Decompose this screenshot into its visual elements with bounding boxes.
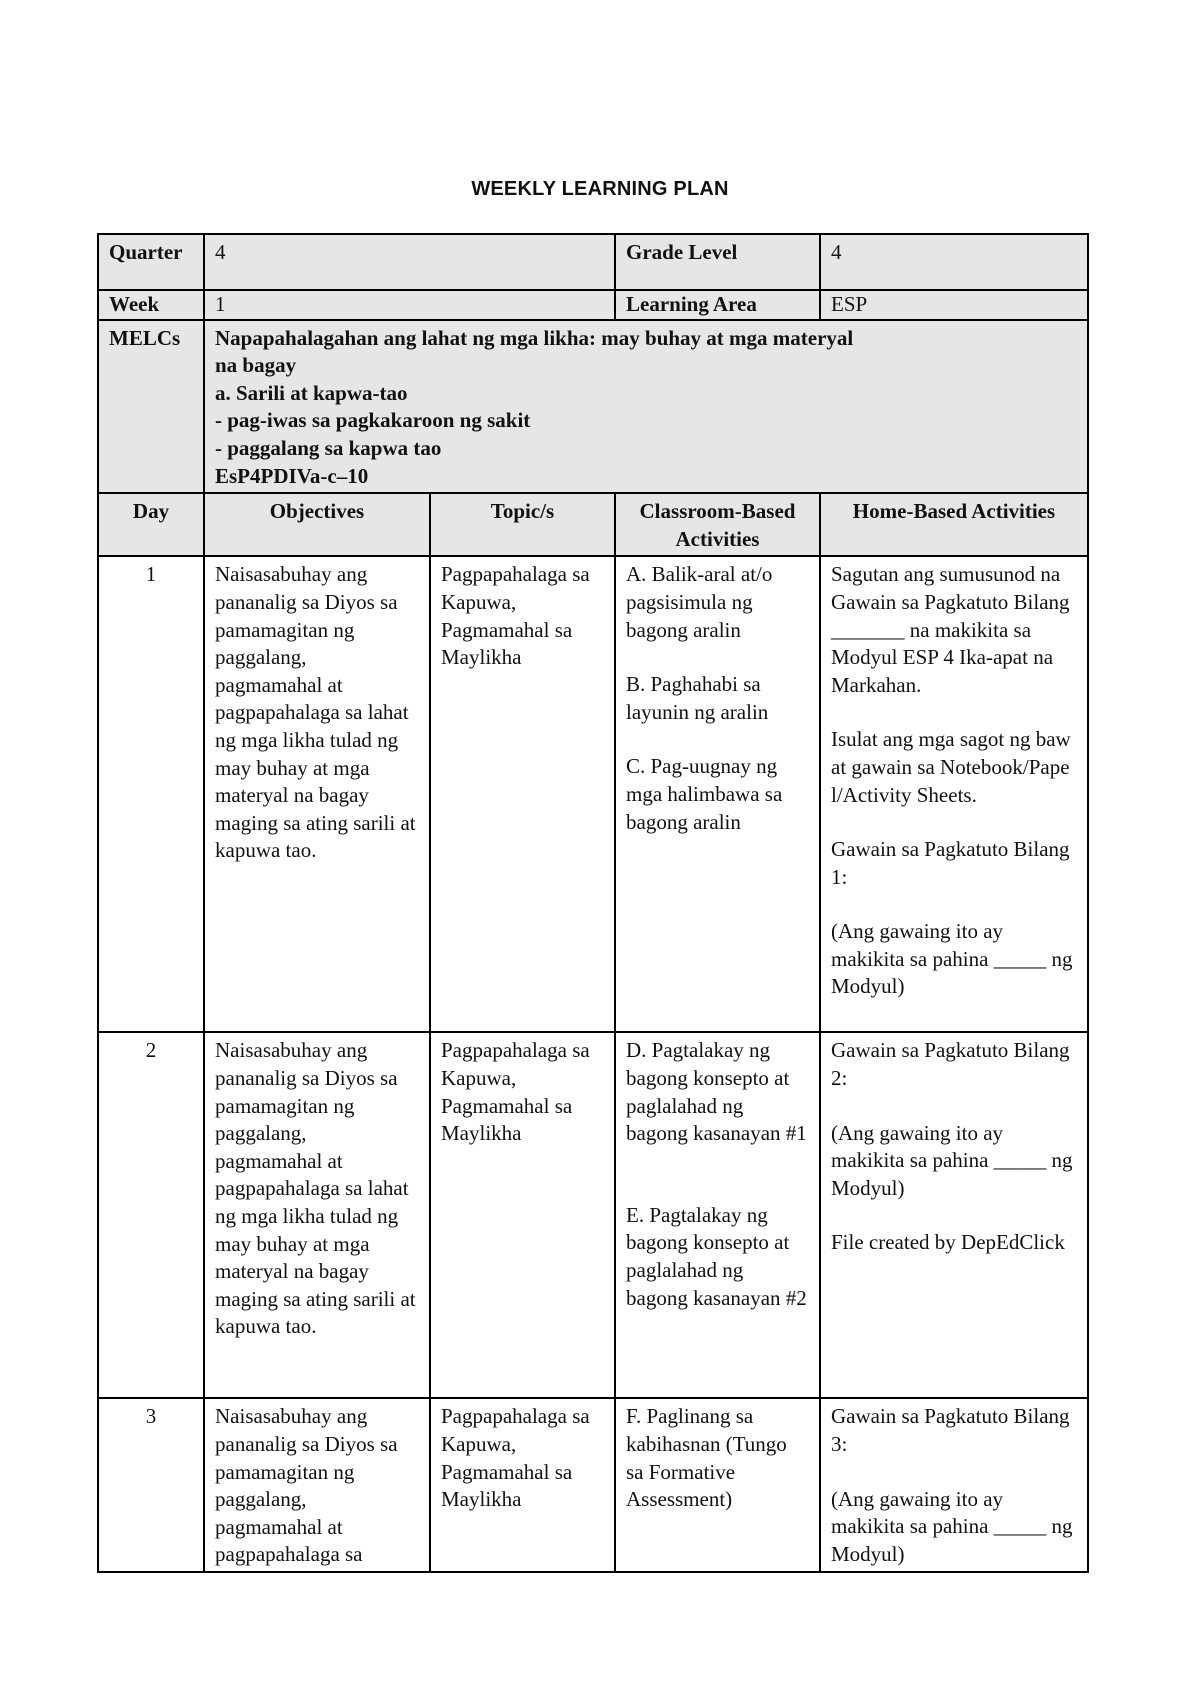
quarter-label: Quarter: [98, 234, 204, 290]
classroom-cell: [615, 556, 820, 1032]
day-cell: 1: [98, 556, 204, 1032]
quarter-value: 4: [204, 234, 615, 290]
week-value: 1: [204, 290, 615, 320]
home-cell: [820, 1032, 1088, 1398]
melcs-line: Napapahalagahan ang lahat ng mga likha: may buhay at mga materyal: [215, 325, 854, 350]
home-item: (Ang gawaing ito ay makikita sa pahina _____ ng Modyul): [831, 1486, 1073, 1566]
melcs-line: - paggalang sa kapwa tao: [215, 435, 442, 460]
home-item: Gawain sa Pagkatuto Bilang 1:: [831, 837, 1070, 889]
melcs-label: MELCs: [98, 320, 204, 494]
grade-level-label: Grade Level: [615, 234, 820, 290]
classroom-item: E. Pagtalakay ng bagong konsepto at paglalahad ng bagong kasanayan #2: [626, 1202, 807, 1310]
classroom-item: B. Paghahabi sa layunin ng aralin: [626, 672, 769, 724]
day-cell: 3: [98, 1398, 204, 1572]
classroom-item: A. Balik-aral at/o pagsisimula ng bagong aralin: [626, 562, 773, 642]
home-item: Gawain sa Pagkatuto Bilang 3:: [831, 1404, 1070, 1456]
melcs-line: na bagay: [215, 353, 297, 378]
classroom-item: C. Pag-uugnay ng mga halimbawa sa bagong aralin: [626, 754, 783, 834]
column-header-row: [98, 493, 1088, 556]
objective-cell: Naisasabuhay ang pananalig sa Diyos sa pamamagitan ng paggalang, pagmamahal at pagpapahalaga sa lahat ng mga likha tulad ng may buhay at mga materyal na bagay maging sa ating sarili at kapuwa tao.: [204, 556, 430, 1032]
classroom-item: F. Paglinang sa kabihasnan (Tungo sa Formative Assessment): [626, 1404, 787, 1512]
page-title: WEEKLY LEARNING PLAN: [471, 178, 729, 200]
column-header-topics: Topic/s: [430, 493, 615, 556]
objective-cell: Naisasabuhay ang pananalig sa Diyos sa pamamagitan ng paggalang, pagmamahal at pagpapahalaga sa lahat ng mga likha tulad ng may buhay at mga materyal na bagay maging sa ating sarili at kapuwa tao.: [204, 1032, 430, 1398]
topic-cell: Pagpapahalaga sa Kapuwa, Pagmamahal sa Maylikha: [430, 1032, 615, 1398]
table-row: [98, 556, 1088, 1032]
melcs-line: - pag-iwas sa pagkakaroon ng sakit: [215, 408, 531, 433]
week-label: Week: [98, 290, 204, 320]
grade-level-value: 4: [820, 234, 1088, 290]
learning-plan-table: [97, 233, 1089, 1573]
learning-area-value: ESP: [820, 290, 1088, 320]
topic-cell: Pagpapahalaga sa Kapuwa, Pagmamahal sa Maylikha: [430, 1398, 615, 1572]
topic-cell: Pagpapahalaga sa Kapuwa, Pagmamahal sa Maylikha: [430, 556, 615, 1032]
home-item: (Ang gawaing ito ay makikita sa pahina _____ ng Modyul): [831, 919, 1073, 999]
column-header-objectives: Objectives: [204, 493, 430, 556]
melcs-row: [98, 320, 1088, 494]
melcs-line: a. Sarili at kapwa-tao: [215, 380, 408, 405]
home-item: Isulat ang mga sagot ng bawat gawain sa Notebook/Papel/Activity Sheets.: [831, 727, 1071, 807]
week-row: [98, 290, 1088, 320]
home-cell: [820, 556, 1088, 1032]
home-item: File created by DepEdClick: [831, 1230, 1065, 1255]
melcs-content: [204, 320, 1088, 494]
learning-area-label: Learning Area: [615, 290, 820, 320]
melcs-line: EsP4PDIVa-c–10: [215, 463, 369, 488]
home-item: (Ang gawaing ito ay makikita sa pahina _____ ng Modyul): [831, 1120, 1073, 1200]
day-cell: 2: [98, 1032, 204, 1398]
column-header-day: Day: [98, 493, 204, 556]
home-cell: [820, 1398, 1088, 1572]
objective-cell: Naisasabuhay ang pananalig sa Diyos sa pamamagitan ng paggalang, pagmamahal at pagpapahalaga sa: [204, 1398, 430, 1572]
table-row: [98, 1398, 1088, 1572]
quarter-row: [98, 234, 1088, 290]
table-row: [98, 1032, 1088, 1398]
home-item: Sagutan ang sumusunod na Gawain sa Pagkatuto Bilang _______ na makikita sa Modyul ESP 4 Ika-apat na Markahan.: [831, 562, 1070, 697]
home-item: Gawain sa Pagkatuto Bilang 2:: [831, 1038, 1070, 1090]
column-header-classroom: Classroom-Based Activities: [615, 493, 820, 556]
classroom-cell: [615, 1398, 820, 1572]
classroom-cell: [615, 1032, 820, 1398]
classroom-item: D. Pagtalakay ng bagong konsepto at paglalahad ng bagong kasanayan #1: [626, 1038, 807, 1146]
column-header-home: Home-Based Activities: [820, 493, 1088, 556]
